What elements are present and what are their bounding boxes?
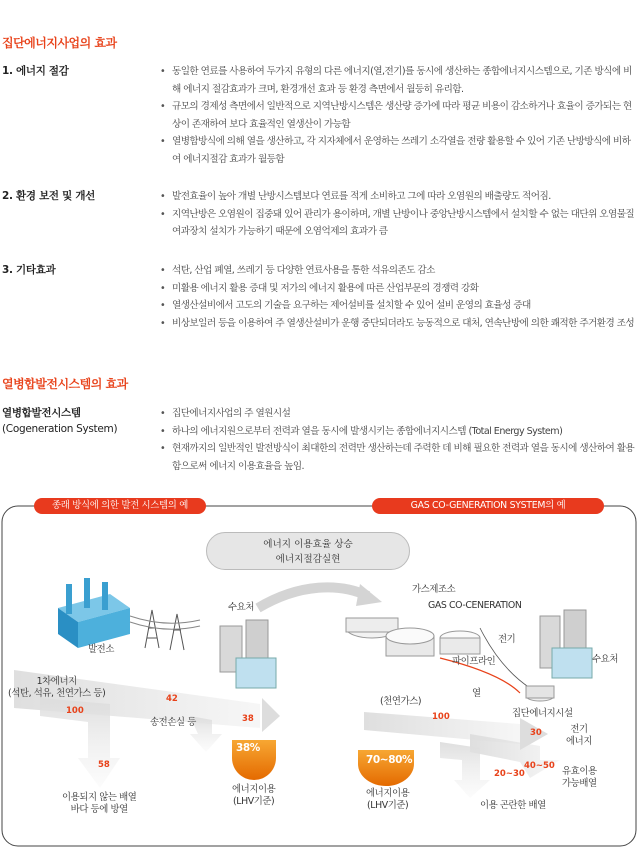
bullet-list-other-effects (160, 262, 636, 332)
bullet-list-cogeneration (160, 405, 636, 475)
efficiency-callout (206, 532, 410, 570)
value-20-30: 20~30 (494, 769, 525, 779)
row-label-cogeneration (2, 405, 117, 437)
label-energy-use-right (366, 788, 409, 812)
consumer-buildings-icon (220, 620, 276, 688)
bullet-item: • 열병합방식에 의해 열을 생산하고, 각 지자체에서 운영하는 쓰레기 소각열을 전량 활용할 수 있어 기존 난방방식에 비하여 에너지절감 효과가 월등함 (160, 133, 636, 168)
electric-energy-line2: 에너지 (566, 736, 592, 747)
efficiency-line1: 에너지 이용효율 상승 (263, 539, 353, 550)
bullet-item: • 하나의 에너지원으로부터 전력과 열을 동시에 발생시키는 종합에너지시스템 (Total Energy System) (160, 423, 636, 441)
label-energy-use-left (232, 784, 275, 808)
label-power-plant: 발전소 (88, 644, 114, 655)
useful-heat-line2: 가능배열 (562, 778, 597, 789)
electric-energy-line1: 전기 (570, 724, 588, 735)
value-100-right: 100 (432, 712, 450, 722)
bullet-item: • 현재까지의 일반적인 발전방식이 최대한의 전력만 생산하는데 주력한 데 비해 필요한 전력과 열을 동시에 생산하여 활용함으로써 에너지 이용효율을 높임. (160, 440, 636, 475)
bullet-item: • 발전효율이 높아 개별 난방시스템보다 연료를 적게 소비하고 그에 따라 오염원의 배출량도 적어짐. (160, 188, 636, 206)
energy-flow-diagram (0, 498, 639, 848)
unused-waste-heat-line2: 바다 등에 방열 (70, 804, 128, 815)
label-70-80-percent: 70~80% (366, 754, 413, 766)
bullet-list-environment (160, 188, 636, 241)
label-consumer-right: 수요처 (592, 654, 618, 665)
label-transmission-loss: 송전손실 등 (150, 717, 196, 728)
efficiency-line2: 에너지절감실현 (275, 554, 341, 565)
label-pipeline: 파이프라인 (452, 656, 496, 667)
tab-gas-cogeneration: GAS CO-GENERATION SYSTEM의 예 (372, 498, 604, 514)
center-arrow-head (356, 584, 382, 606)
flow-arrow-head-left (262, 698, 280, 732)
bullet-item: • 열생산설비에서 고도의 기술을 요구하는 제어설비를 설치할 수 있어 설비 운영의 효율성 증대 (160, 297, 636, 315)
value-100-left: 100 (66, 706, 84, 716)
value-42: 42 (166, 694, 178, 704)
label-gas-cogeneration: GAS CO-CENERATION (428, 600, 522, 611)
bullet-item: • 석탄, 산업 폐열, 쓰레기 등 다양한 연료사용을 통한 석유의존도 감소 (160, 262, 636, 280)
section-title-effects: 집단에너지사업의 효과 (2, 36, 117, 50)
row-label-environment: 2. 환경 보전 및 개선 (2, 190, 96, 202)
value-38: 38 (242, 714, 254, 724)
energy-use-right-line1: 에너지이용 (366, 788, 410, 799)
label-collective-facility: 집단에너지시설 (512, 708, 573, 719)
label-heat: 열 (472, 688, 481, 699)
row-label-energy-saving: 1. 에너지 절감 (2, 65, 69, 77)
consumer-buildings-right-icon (540, 610, 592, 678)
useful-heat-line1: 유효이용 (562, 766, 597, 777)
bullet-item: • 지역난방은 오염원이 집중돼 있어 관리가 용이하며, 개별 난방이나 중앙난방시스템에서 설치할 수 없는 대단위 오염물질 여과장치 설치가 가능하기 때문에 오염억제의 효과가 큼 (160, 206, 636, 241)
label-natural-gas: (천연가스) (380, 696, 422, 707)
value-40-50: 40~50 (524, 761, 555, 771)
value-58: 58 (98, 760, 110, 770)
label-hard-to-use-heat: 이용 곤란한 배열 (480, 800, 546, 811)
power-plant-icon (58, 578, 130, 648)
section-title-cogeneration: 열병합발전시스템의 효과 (2, 377, 128, 391)
gas-plant-icon (346, 618, 480, 656)
bullet-item: • 동일한 연료를 사용하여 두가지 유형의 다른 에너지(열,전기)를 동시에 생산하는 종합에너지시스템으로, 기존 방식에 비해 에너지 절감효과가 크며, 환경개선 효과 등 환경 측면에서 월등히 유리함. (160, 63, 636, 98)
label-38-percent: 38% (236, 742, 260, 754)
value-30: 30 (530, 728, 542, 738)
transmission-tower-icon (130, 610, 200, 650)
row-label-cogeneration-line2: (Cogeneration System) (2, 423, 118, 435)
energy-use-left-line2: (LHV기준) (232, 796, 275, 807)
label-electric: 전기 (498, 634, 516, 645)
label-unused-waste-heat (62, 792, 136, 816)
primary-energy-line1: 1차에너지 (36, 676, 77, 687)
label-primary-energy (8, 676, 105, 700)
primary-energy-line2: (석탄, 석유, 천연가스 등) (8, 688, 106, 699)
row-label-cogeneration-line1: 열병합발전시스템 (2, 407, 81, 419)
bullet-item: • 규모의 경제성 측면에서 일반적으로 지역난방시스템은 생산량 증가에 따라 평균 비용이 감소하거나 효율이 증가되는 현상이 존재하여 보다 효율적인 열생산이 가능함 (160, 98, 636, 133)
row-label-other-effects: 3. 기타효과 (2, 264, 56, 276)
unused-waste-heat-line1: 이용되지 않는 배열 (62, 792, 137, 803)
center-arrow (258, 587, 368, 608)
bullet-item: • 집단에너지사업의 주 열원시설 (160, 405, 636, 423)
label-electric-energy (566, 724, 592, 748)
label-useful-heat (562, 766, 597, 790)
bullet-item: • 비상보일러 등을 이용하여 주 열생산설비가 운행 중단되더라도 능동적으로 대처, 연속난방에 의한 쾌적한 주거환경 조성 (160, 315, 636, 333)
bullet-item: • 미활용 에너지 활용 증대 및 저가의 에너지 활용에 따른 산업부문의 경쟁력 강화 (160, 280, 636, 298)
energy-use-right-line2: (LHV기준) (366, 800, 409, 811)
energy-use-left-line1: 에너지이용 (232, 784, 276, 795)
collective-energy-facility-icon (526, 686, 554, 701)
bullet-list-energy-saving (160, 63, 636, 168)
label-gas-plant: 가스제조소 (412, 584, 456, 595)
tab-conventional-system: 종래 방식에 의한 발전 시스템의 예 (34, 498, 206, 514)
label-consumer-left: 수요처 (228, 602, 254, 613)
